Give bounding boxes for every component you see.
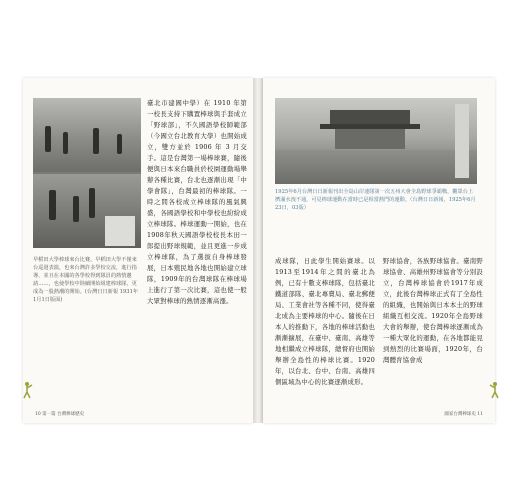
batter-icon — [488, 381, 502, 399]
stadium-crowd-photo — [275, 98, 477, 184]
player-figure — [89, 188, 95, 218]
right-footer: 國家台灣棒球史 11 — [444, 412, 483, 417]
player-figure — [63, 132, 68, 154]
player-figure — [93, 128, 99, 154]
right-body-column-2: 野球協會，各族野球協會。臺南野球協會、高雄州野球協會等分別設立，台灣棒球協會於1917年成立，此後台灣棒球正式有了全島性的組織，也開始與日本本土的野球組織互相交流。1920年全島野球大會的舉辦，使台灣棒球逐漸成為一種大眾化的運動，在各地都能見到熱烈的比賽場面，1920年，台灣體育協會成 — [383, 257, 483, 364]
player-figure — [117, 134, 122, 154]
newspaper-clipping — [105, 216, 135, 246]
historic-baseball-photo — [33, 98, 141, 248]
right-body-column-1: 成球隊，日此學生開始賽球。以1913至1914年之間的臺北為例，已有十數支棒球隊，包括臺北鐵道部隊、臺北專賣局、臺北郵便局、工業會社等各種不同，使得臺北成為主要棒球的中心。隨後在日本人的推動下，各地的棒球活動也漸漸擴展，在臺中、臺南、高雄等地相繼成立棒球隊，總督府也開始舉辦全島性的棒球比賽。1920年，以台北、台中、台南、高雄四個區域為中心的比賽逐漸成形。 — [275, 257, 375, 386]
grandstand-wall — [335, 129, 405, 149]
player-figure — [49, 190, 56, 220]
player-figure — [73, 196, 79, 222]
right-page — [263, 78, 495, 423]
left-footer: 10 第一篇 台灣棒球歷史 — [35, 412, 85, 417]
left-body-column: 臺北市建國中學）在 1910 年第一校長支持下購置棒球與手套成立「野球部」，不久國語學校師範部（今國立台北教育大學）也開始成立，雙方並於 1906 年 3 月交手。這是台灣第一場棒球賽，隨後便與日本來台職員於校園運動場舉辦各種比賽，台北也逐漸出現「中學會隊」，台灣最初的棒球隊。一時之間各校成立棒球隊的風氣興盛，各國語學校和中學校也紛紛成立棒球隊。棒球運動一開始，也在1908年秋天國語學校校長本田一郎提出野球規範，並且更進一步成立棒球隊，為了選拔自身棒球發展，日本殖民地各地也開始建立球隊，1909年的台灣球隊在棒球場上進行了第一次比賽，這也使一般大眾對棒球的熱情逐漸高漲。 — [147, 99, 247, 305]
left-page — [23, 78, 253, 423]
player-figure — [45, 126, 51, 152]
batter-icon — [20, 381, 34, 399]
book-spine — [253, 78, 263, 423]
left-caption: 早稻田大學棒球來台比賽，早稻田大學不僅來台巡迴表演，也來台灣許多學校交流，進行指導，並且在本國的各學校得到隊員的熱情邀請……，也使學校中陸續開始組建棒球隊，更成為一股熱潮的開始。(台灣日日新報 1931年1月1日版面) — [33, 257, 139, 303]
newspaper-clipping — [455, 104, 469, 178]
right-caption: 1925年6月台灣日日新報刊出全島山岸連隊第一次五州大會全島野球爭霸戰，觀眾台上擠滿水洩不通，可見棒球運動在當時已是相當熱門的運動。（台灣日日新報，1925年6月23日，03版） — [275, 189, 476, 211]
baseball-field — [275, 150, 477, 184]
